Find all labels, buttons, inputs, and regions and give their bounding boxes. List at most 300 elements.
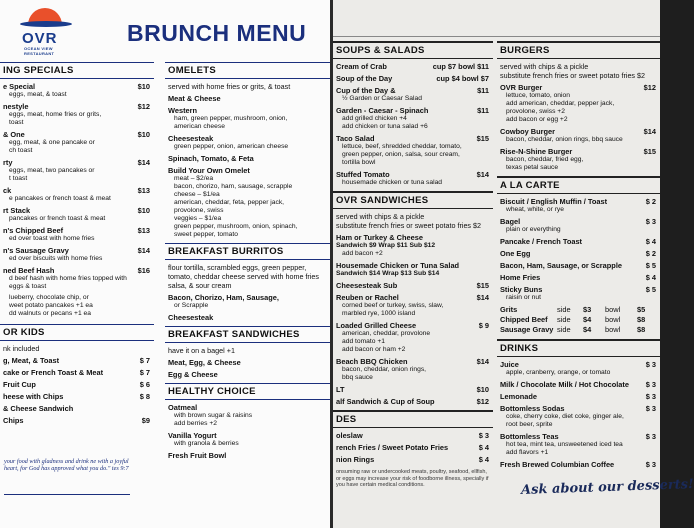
bible-verse: your food with gladness and drink ne with a joyful heart, for God has approved what you do." tes 9:7 <box>4 458 129 472</box>
menu-item <box>497 83 660 124</box>
item-name: Taco Salad <box>336 134 375 143</box>
side-bowl-side: side <box>557 315 571 324</box>
menu-item <box>497 217 660 234</box>
item-description: add chicken or tuna salad +6 <box>342 123 428 130</box>
menu-item <box>0 246 154 263</box>
menu-item <box>333 385 493 394</box>
item-price: $ 5 <box>645 285 656 294</box>
item-description: d beef hash with home fries topped with <box>9 275 127 282</box>
section-heading: DRINKS <box>497 339 660 357</box>
logo-subtitle: OCEAN VIEW RESTAURANT <box>24 46 55 56</box>
item-description: add tomato +1 <box>342 338 385 345</box>
menu-item <box>497 392 660 401</box>
item-name: Fruit Cup <box>3 380 36 389</box>
menu-item <box>497 273 660 282</box>
item-name: Sticky Buns <box>500 285 543 294</box>
side-bowl-row <box>497 315 660 325</box>
side-bowl-row <box>497 325 660 335</box>
item-description: bacon, cheddar, onion rings, <box>342 366 427 373</box>
menu-item <box>0 368 154 377</box>
intro-line: flour tortilla, scrambled eggs, green pepper, <box>168 263 307 272</box>
item-description: add berries +2 <box>174 420 217 427</box>
section-heading: OMELETS <box>165 62 330 79</box>
section-intro <box>333 212 493 233</box>
menu-item <box>333 281 493 290</box>
item-price: $ 7 <box>139 356 150 365</box>
item-name: alf Sandwich & Cup of Soup <box>336 397 435 406</box>
item-name: g, Meat, & Toast <box>3 356 60 365</box>
side-bowl-side: side <box>557 325 571 334</box>
item-description: or Scrapple <box>174 302 209 309</box>
item-price: $ 4 <box>478 455 489 464</box>
menu-item <box>0 206 154 223</box>
item-description: meat – $2/ea <box>174 175 214 182</box>
item-name: heese with Chips <box>3 392 64 401</box>
menu-item <box>333 443 493 452</box>
item-price: $ 3 <box>645 432 656 441</box>
side-bowl-bp: $5 <box>637 305 646 314</box>
item-price: cup $7 bowl $11 <box>432 62 489 71</box>
item-description: lettuce, tomato, onion <box>506 92 570 99</box>
intro-line: served with chips & a pickle <box>500 62 589 71</box>
breakfast-sandwiches-section <box>165 326 330 379</box>
soups-section <box>333 41 493 187</box>
alacarte-side-bowl-list <box>497 305 660 335</box>
side-bowl-side: side <box>557 305 571 314</box>
section-heading: OR KIDS <box>0 324 154 341</box>
item-name: Milk / Chocolate Milk / Hot Chocolate <box>500 380 629 389</box>
item-options: Sandwich $9 Wrap $11 Sub $12 <box>336 242 436 249</box>
item-name: rt Stack <box>3 206 31 215</box>
side-bowl-row <box>497 305 660 315</box>
item-description: with granola & berries <box>174 440 239 447</box>
menu-item <box>165 106 330 131</box>
item-name: oleslaw <box>336 431 363 440</box>
side-bowl-sp: $3 <box>583 305 592 314</box>
intro-line: served with chips & a pickle <box>336 212 425 221</box>
menu-item <box>333 170 493 187</box>
item-name: rench Fries / Sweet Potato Fries <box>336 443 449 452</box>
item-price: $13 <box>137 226 150 235</box>
burritos-list <box>165 293 330 322</box>
side-bowl-name: Grits <box>500 305 518 314</box>
intro-line: salsa, & sour cream <box>168 281 232 290</box>
menu-item <box>165 166 330 239</box>
item-description: tortilla bowl <box>342 159 376 166</box>
menu-item <box>165 154 330 163</box>
item-price: $15 <box>643 147 656 156</box>
item-description: american cheese <box>174 123 225 130</box>
item-name: Cream of Crab <box>336 62 387 71</box>
item-name: Cheesesteak <box>168 313 214 322</box>
section-heading: SOUPS & SALADS <box>333 41 493 59</box>
menu-item <box>165 134 330 151</box>
item-description: weet potato pancakes +1 ea <box>9 302 93 309</box>
menu-item <box>497 249 660 258</box>
item-name: & One <box>3 130 25 139</box>
item-description: eggs, meat, two pancakes or <box>9 167 95 174</box>
side-bowl-sp: $4 <box>583 325 592 334</box>
section-heading: ING SPECIALS <box>0 62 154 79</box>
menu-item <box>333 134 493 167</box>
item-price: $10 <box>137 206 150 215</box>
item-name: Cheesesteak Sub <box>336 281 398 290</box>
item-name: Soup of the Day <box>336 74 393 83</box>
item-name: LT <box>336 385 345 394</box>
left-column-1 <box>0 62 154 429</box>
item-name: Biscuit / English Muffin / Toast <box>500 197 608 206</box>
divider <box>4 494 130 495</box>
item-description: add grilled chicken +4 <box>342 115 407 122</box>
top-divider <box>333 36 660 37</box>
item-description: add american, cheddar, pepper jack, <box>506 100 615 107</box>
menu-item <box>0 380 154 389</box>
item-description: corned beef or turkey, swiss, slaw, <box>342 302 444 309</box>
kids-list <box>0 356 154 425</box>
menu-item <box>165 451 330 460</box>
menu-item <box>0 130 154 155</box>
menu-item <box>497 127 660 144</box>
item-price: cup $4 bowl $7 <box>436 74 489 83</box>
item-description: provolone, swiss +2 <box>506 108 565 115</box>
item-name: Vanilla Yogurt <box>168 431 217 440</box>
item-name: rty <box>3 158 13 167</box>
item-name: Cowboy Burger <box>500 127 556 136</box>
item-description: green pepper, mushroom, onion, spinach, <box>174 223 298 230</box>
item-name: Stuffed Tomato <box>336 170 390 179</box>
menu-item <box>165 293 330 310</box>
item-price: $14 <box>476 170 489 179</box>
item-name: Pancake / French Toast <box>500 237 583 246</box>
item-description: bacon, cheddar, fried egg, <box>506 156 584 163</box>
item-description: add bacon or egg +2 <box>506 116 568 123</box>
item-name: Western <box>168 106 198 115</box>
item-description: eggs & toast <box>9 283 47 290</box>
item-name: cake or French Toast & Meat <box>3 368 104 377</box>
item-description: t toast <box>9 175 28 182</box>
item-price: $ 3 <box>478 431 489 440</box>
ovr-sandwiches-list <box>333 233 493 406</box>
item-description: ch toast <box>9 147 33 154</box>
dessert-note: Ask about our desserts! <box>520 476 694 499</box>
menu-item <box>497 285 660 302</box>
item-name: Fresh Brewed Columbian Coffee <box>500 460 615 469</box>
item-price: $ 3 <box>645 392 656 401</box>
item-name: e Special <box>3 82 36 91</box>
item-description: ½ Garden or Caesar Salad <box>342 95 422 102</box>
item-options: Sandwich $14 Wrap $13 Sub $14 <box>336 270 440 277</box>
section-heading: A LA CARTE <box>497 176 660 194</box>
left-menu-page <box>0 0 330 528</box>
item-price: $14 <box>476 293 489 302</box>
item-name: Rise-N-Shine Burger <box>500 147 573 156</box>
item-price: $12 <box>137 102 150 111</box>
item-description: egg, meat, & one pancake or <box>9 139 95 146</box>
item-price: $10 <box>476 385 489 394</box>
menu-item <box>333 293 493 318</box>
menu-item <box>333 261 493 278</box>
menu-item <box>333 397 493 406</box>
menu-item <box>497 147 660 172</box>
item-price: $ 2 <box>645 249 656 258</box>
item-description: plain or everything <box>506 226 561 233</box>
item-description: green pepper, onion, salsa, sour cream, <box>342 151 460 158</box>
menu-item <box>333 86 493 103</box>
burgers-section <box>497 41 660 172</box>
item-description: bacon, cheddar, onion rings, bbq sauce <box>506 136 623 143</box>
alacarte-section <box>497 176 660 335</box>
item-description: bbq sauce <box>342 374 373 381</box>
section-heading: OVR SANDWICHES <box>333 191 493 209</box>
item-description: bacon, chorizo, ham, sausage, scrapple <box>174 183 293 190</box>
item-price: $10 <box>137 130 150 139</box>
item-description: eggs, meat, & toast <box>9 91 67 98</box>
item-price: $ 6 <box>139 380 150 389</box>
alacarte-list <box>497 197 660 302</box>
menu-item <box>333 62 493 71</box>
item-price: $ 3 <box>645 380 656 389</box>
side-bowl-name: Chipped Beef <box>500 315 548 324</box>
item-price: $11 <box>477 106 489 115</box>
item-price: $ 3 <box>645 360 656 369</box>
item-name: ned Beef Hash <box>3 266 55 275</box>
item-name: OVR Burger <box>500 83 543 92</box>
item-description: eggs, meat, home fries or grits, <box>9 111 102 118</box>
menu-item <box>497 404 660 429</box>
item-price: $9 <box>141 416 150 425</box>
section-heading: BREAKFAST SANDWICHES <box>165 326 330 343</box>
item-name: Meat & Cheese <box>168 94 221 103</box>
item-name: Egg & Cheese <box>168 370 218 379</box>
item-description: ham, green pepper, mushroom, onion, <box>174 115 288 122</box>
menu-item <box>497 237 660 246</box>
item-price: $15 <box>476 134 489 143</box>
item-name: Build Your Own Omelet <box>168 166 250 175</box>
left-column-2 <box>165 62 330 464</box>
food-safety-notice: onsuming raw or undercooked meats, poultry, seafood, ellfish, or eggs may increase your risk of foodborne illness, specially if you have certain medical conditions. <box>336 469 489 488</box>
menu-item <box>333 455 493 464</box>
item-description: root beer, sprite <box>506 421 553 428</box>
item-name: Juice <box>500 360 519 369</box>
soups-list <box>333 62 493 187</box>
right-column-1 <box>333 41 493 495</box>
item-price: $11 <box>477 86 489 95</box>
item-name: Bottomless Teas <box>500 432 559 441</box>
item-description: sweet pepper, tomato <box>174 231 238 238</box>
item-name: Lemonade <box>500 392 537 401</box>
item-description: e pancakes or french toast & meat <box>9 195 111 202</box>
item-description: hot tea, mint tea, unsweetened iced tea <box>506 441 623 448</box>
healthy-section <box>165 383 330 460</box>
sides-section <box>333 410 493 491</box>
section-heading: DES <box>333 410 493 428</box>
item-name: Beach BBQ Chicken <box>336 357 408 366</box>
item-description: green pepper, onion, american cheese <box>174 143 289 150</box>
menu-item <box>333 74 493 83</box>
item-description: veggies – $1/ea <box>174 215 222 222</box>
item-name: Loaded Grilled Cheese <box>336 321 417 330</box>
item-price: $ 7 <box>139 368 150 377</box>
item-name: Bagel <box>500 217 521 226</box>
menu-item <box>0 392 154 401</box>
item-name: Ham or Turkey & Cheese <box>336 233 423 242</box>
drinks-section <box>497 339 660 469</box>
item-description: american, cheddar, provolone <box>342 330 431 337</box>
drinks-list <box>497 360 660 469</box>
menu-item <box>0 82 154 99</box>
menu-item <box>497 261 660 270</box>
specials-section <box>0 62 154 318</box>
wave-icon <box>20 21 72 27</box>
item-price: $10 <box>137 82 150 91</box>
item-price: $14 <box>476 357 489 366</box>
item-description: cheese – $1/ea <box>174 191 220 198</box>
item-name: Reuben or Rachel <box>336 293 399 302</box>
right-column-2 <box>497 41 660 473</box>
item-description: toast <box>9 119 24 126</box>
sandwiches-list <box>165 358 330 379</box>
item-price: $12 <box>643 83 656 92</box>
omelets-list <box>165 94 330 239</box>
item-description: add bacon +2 <box>342 250 383 257</box>
item-name: nestyle <box>3 102 29 111</box>
side-bowl-bowl: bowl <box>605 305 621 314</box>
side-bowl-bowl: bowl <box>605 315 621 324</box>
burritos-section <box>165 243 330 322</box>
item-name: ck <box>3 186 12 195</box>
menu-item <box>333 233 493 258</box>
menu-item <box>0 266 154 291</box>
section-intro: have it on a bagel +1 <box>168 346 235 355</box>
item-description: lettuce, beef, shredded cheddar, tomato, <box>342 143 462 150</box>
item-price: $ 4 <box>478 443 489 452</box>
item-description: add bacon or ham +2 <box>342 346 406 353</box>
item-name: Chips <box>3 416 24 425</box>
section-heading: BURGERS <box>497 41 660 59</box>
menu-item <box>0 226 154 243</box>
menu-item <box>165 358 330 367</box>
menu-item <box>165 370 330 379</box>
menu-item <box>0 158 154 183</box>
ovr-sandwiches-section <box>333 191 493 406</box>
section-intro <box>165 263 330 293</box>
item-description: pancakes or french toast & meat <box>9 215 106 222</box>
item-price: $ 5 <box>645 261 656 270</box>
item-price: $ 9 <box>478 321 489 330</box>
menu-item <box>0 404 154 413</box>
menu-item <box>333 357 493 382</box>
side-bowl-bp: $8 <box>637 315 646 324</box>
side-bowl-bowl: bowl <box>605 325 621 334</box>
menu-item <box>165 313 330 322</box>
item-price: $16 <box>137 266 150 275</box>
item-name: Bacon, Chorizo, Ham, Sausage, <box>168 293 279 302</box>
item-price: $ 8 <box>139 392 150 401</box>
side-bowl-name: Sausage Gravy <box>500 325 554 334</box>
menu-item <box>0 356 154 365</box>
item-name: Fresh Fruit Bowl <box>168 451 227 460</box>
menu-item <box>497 460 660 469</box>
omelets-section <box>165 62 330 239</box>
item-description: dd walnuts or pecans +1 ea <box>9 310 91 317</box>
menu-title: BRUNCH MENU <box>127 20 307 46</box>
item-description: raisin or nut <box>506 294 541 301</box>
menu-item <box>333 321 493 354</box>
item-name: Home Fries <box>500 273 541 282</box>
item-name: Cup of the Day & <box>336 86 396 95</box>
section-heading: BREAKFAST BURRITOS <box>165 243 330 260</box>
item-description: lueberry, chocolate chip, or <box>9 294 89 301</box>
item-name: Spinach, Tomato, & Feta <box>168 154 254 163</box>
ovr-logo <box>20 8 78 56</box>
item-price: $ 3 <box>645 217 656 226</box>
side-bowl-sp: $4 <box>583 315 592 324</box>
item-price: $13 <box>137 186 150 195</box>
intro-line: tomato, cheddar cheese served with home fries <box>168 272 320 281</box>
item-name: Bacon, Ham, Sausage, or Scrapple <box>500 261 622 270</box>
item-price: $ 2 <box>645 197 656 206</box>
item-name: n's Sausage Gravy <box>3 246 69 255</box>
intro-line: substitute french fries or sweet potato fries $2 <box>500 71 646 80</box>
menu-item <box>333 431 493 440</box>
right-menu-page <box>333 0 694 528</box>
item-price: $14 <box>137 158 150 167</box>
section-intro: served with home fries or grits, & toast <box>168 82 291 91</box>
item-price: $ 4 <box>645 273 656 282</box>
healthy-list <box>165 403 330 460</box>
item-description: with brown sugar & raisins <box>174 412 253 419</box>
menu-item <box>0 186 154 203</box>
menu-item <box>333 106 493 131</box>
item-description: add flavors +1 <box>506 449 549 456</box>
item-description: marbled rye, 1000 island <box>342 310 416 317</box>
item-name: Housemade Chicken or Tuna Salad <box>336 261 460 270</box>
item-price: $ 3 <box>645 404 656 413</box>
item-price: $14 <box>137 246 150 255</box>
item-description: american, cheddar, feta, pepper jack, <box>174 199 285 206</box>
section-intro <box>497 62 660 83</box>
menu-item <box>497 380 660 389</box>
menu-item <box>0 416 154 425</box>
item-description: ed over toast with home fries <box>9 235 95 242</box>
item-name: Meat, Egg, & Cheese <box>168 358 241 367</box>
section-heading: HEALTHY CHOICE <box>165 383 330 400</box>
item-name: Oatmeal <box>168 403 198 412</box>
item-description: wheat, white, or rye <box>506 206 564 213</box>
menu-item <box>165 403 330 428</box>
kids-section <box>0 324 154 425</box>
side-bowl-bp: $8 <box>637 325 646 334</box>
item-name: n's Chipped Beef <box>3 226 64 235</box>
item-description: provolone, swiss <box>174 207 224 214</box>
specials-list <box>0 82 154 318</box>
item-description: coke, cherry coke, diet coke, ginger ale, <box>506 413 624 420</box>
menu-item <box>497 360 660 377</box>
burgers-list <box>497 83 660 172</box>
item-name: One Egg <box>500 249 531 258</box>
logo-text: OVR <box>22 30 58 47</box>
item-price: $14 <box>643 127 656 136</box>
menu-item <box>497 432 660 457</box>
menu-item <box>165 94 330 103</box>
intro-line: substitute french fries or sweet potato fries $2 <box>336 221 482 230</box>
item-price: $ 3 <box>645 460 656 469</box>
item-description: housemade chicken or tuna salad <box>342 179 443 186</box>
menu-item <box>497 197 660 214</box>
item-name: Bottomless Sodas <box>500 404 565 413</box>
item-name: Garden - Caesar - Spinach <box>336 106 429 115</box>
item-price: $ 4 <box>645 237 656 246</box>
